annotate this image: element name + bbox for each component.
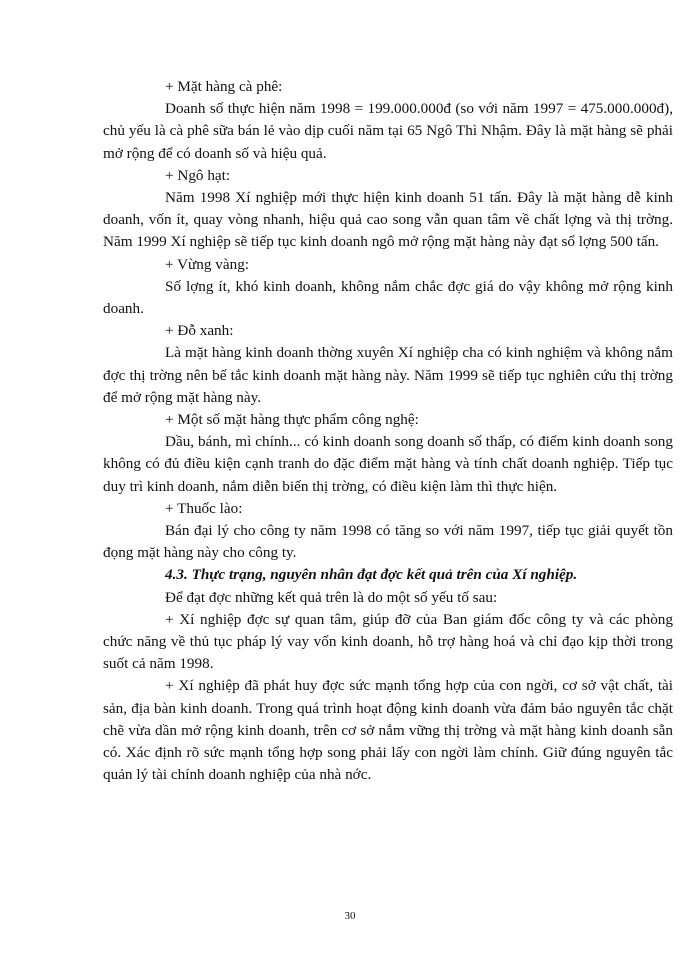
item-corn-heading: + Ngô hạt: [165, 166, 231, 184]
mungbean-paragraph: Là mặt hàng kinh doanh thờng xuyên Xí nghiệp cha có kinh nghiệm và không nắm đợc thị trờng nên bế tắc kinh doanh mặt hàng này. Năm 1999 sẽ tiếp tục nghiên cứu thị trờng để mở rộng mặt hàng này. [103, 344, 673, 406]
processed-food-paragraph: Dầu, bánh, mì chính... có kinh doanh song doanh số thấp, có điểm kinh doanh song không có đủ điều kiện cạnh tranh do đặc điểm mặt hàng và tính chất doanh nghiệp. Tiếp tục duy trì kinh doanh, nắm diễn biến thị trờng, có điều kiện làm thì thực hiện. [103, 433, 673, 495]
item-mungbean-heading: + Đỗ xanh: [165, 322, 234, 340]
section-heading-4-3: 4.3. Thực trạng, nguyên nhân đạt đợc kết quả trên của Xí nghiệp. [165, 566, 578, 584]
corn-paragraph: Năm 1998 Xí nghiệp mới thực hiện kinh doanh 51 tấn. Đây là mặt hàng dễ kinh doanh, vốn ít, quay vòng nhanh, hiệu quả cao song vẫn quan tâm về chất lợng và thị trờng. Năm 1999 Xí nghiệp sẽ tiếp tục kinh doanh ngô mở rộng mặt hàng này đạt số lợng 500 tấn. [103, 189, 673, 251]
factor-strength-paragraph: + Xí nghiệp đã phát huy đợc sức mạnh tổng hợp của con ngời, cơ sở vật chất, tài sản, địa bàn kinh doanh. Trong quá trình hoạt động kinh doanh vừa đảm bảo nguyên tắc chặt chẽ vừa dần mở rộng kinh doanh, trên cơ sở nắm vững thị trờng và mặt hàng kinh doanh sẵn có. Xác định rõ sức mạnh tổng hợp song phải lấy con ngời làm chính. Giữ đúng nguyên tắc quản lý tài chính doanh nghiệp của nhà nớc. [103, 677, 673, 784]
item-coffee-heading: + Mặt hàng cà phê: [165, 78, 283, 95]
page-number: 30 [344, 910, 356, 922]
factors-intro-paragraph: Để đạt đợc những kết quả trên là do một số yếu tố sau: [165, 588, 498, 606]
item-tobacco-heading: + Thuốc lào: [165, 499, 243, 517]
item-sesame-heading: + Vừng vàng: [165, 255, 250, 273]
sesame-paragraph: Số lợng ít, khó kinh doanh, không nắm chắc đợc giá do vậy không mở rộng kinh doanh. [103, 277, 673, 318]
coffee-paragraph: Doanh số thực hiện năm 1998 = 199.000.000đ (so với năm 1997 = 475.000.000đ), chủ yếu là cà phê sữa bán lẻ vào dịp cuối năm tại 65 Ngô Thì Nhậm. Đây là mặt hàng sẽ phải mở rộng để có doanh số và hiệu quả. [103, 100, 673, 162]
factor-support-paragraph: + Xí nghiệp đợc sự quan tâm, giúp đỡ của Ban giám đốc công ty và các phòng chức năng về thủ tục pháp lý vay vốn kinh doanh, hỗ trợ hàng hoá và chỉ đạo kịp thời trong suốt cả năm 1998. [103, 610, 673, 673]
tobacco-paragraph: Bán đại lý cho công ty năm 1998 có tăng so với năm 1997, tiếp tục giải quyết tồn đọng mặt hàng này cho công ty. [103, 522, 673, 562]
page-content [103, 76, 673, 787]
item-processed-food-heading: + Một số mặt hàng thực phẩm công nghệ: [165, 411, 419, 429]
